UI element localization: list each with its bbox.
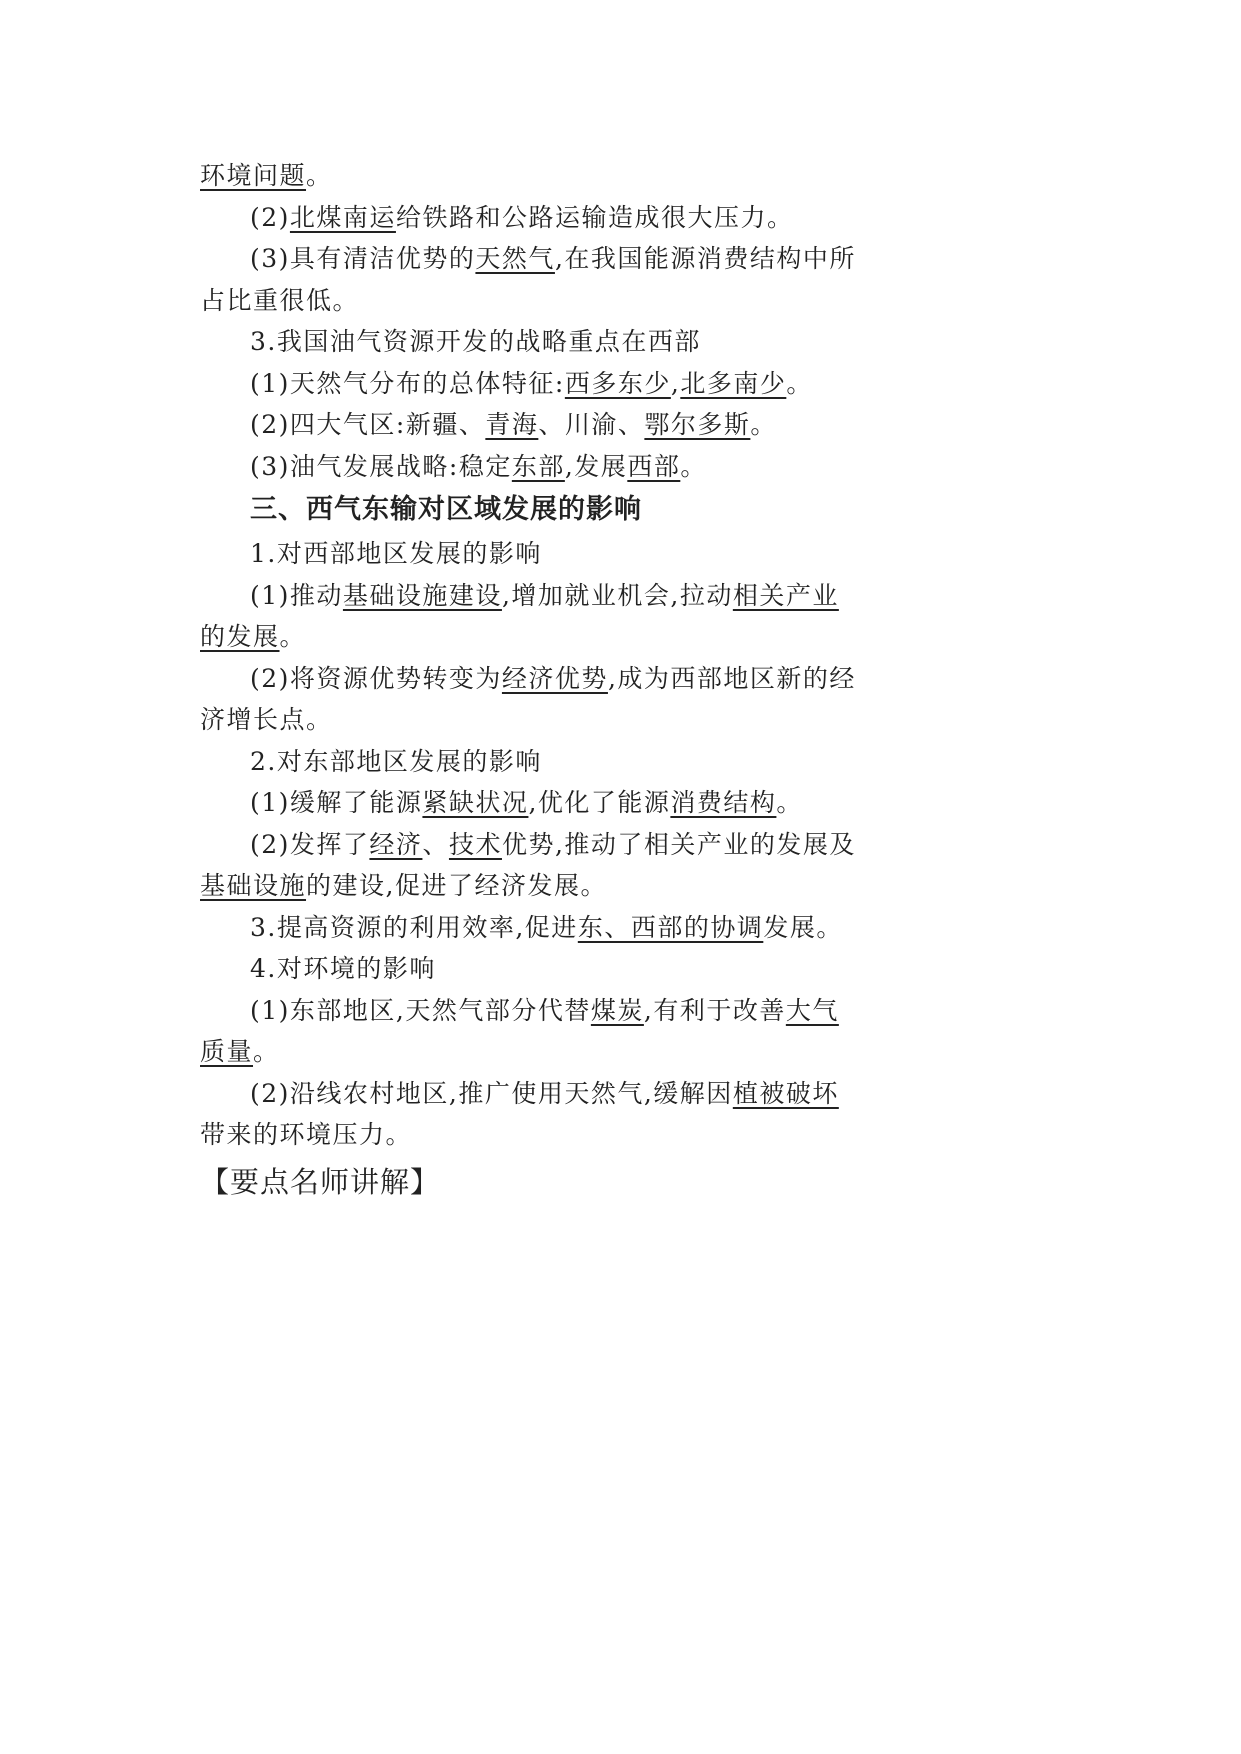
text-segment: (1)东部地区,天然气部分代替	[250, 995, 591, 1025]
text-segment: (1)天然气分布的总体特征:	[250, 368, 565, 398]
text-line	[200, 699, 880, 741]
underlined-answer: 植被破坏	[732, 1078, 839, 1108]
underlined-answer: 西部	[627, 451, 681, 481]
text-segment: 占比重很低。	[200, 285, 360, 315]
text-segment: (2)将资源优势转变为	[250, 663, 502, 693]
text-segment: 。	[306, 161, 333, 190]
text-line	[200, 533, 880, 575]
text-segment: 。	[776, 788, 803, 817]
text-segment: 。	[253, 1037, 280, 1066]
underlined-answer: 鄂尔多斯	[644, 410, 751, 439]
text-segment: (2)	[250, 202, 290, 232]
text-segment: 3.我国油气资源开发的战略重点在西部	[250, 327, 701, 356]
text-segment: 带来的环境压力。	[200, 1120, 413, 1149]
underlined-answer: 北煤南运	[289, 202, 396, 232]
text-line	[200, 197, 880, 239]
text-segment: (2)四大气区:新疆、	[250, 410, 486, 439]
text-line	[200, 575, 880, 617]
text-segment: 。	[786, 368, 813, 398]
underlined-answer: 环境问题	[200, 161, 307, 190]
text-segment: 4.对环境的影响	[250, 954, 436, 983]
text-segment: (2)发挥了	[250, 829, 370, 859]
text-segment: 优势,推动了相关产业的发展及	[501, 829, 856, 859]
text-segment: 3.提高资源的利用效率,促进	[250, 912, 578, 942]
underlined-answer: 经济	[369, 829, 423, 859]
text-segment: ,有利于改善	[643, 995, 786, 1025]
text-segment: ,优化了能源	[528, 788, 671, 817]
underlined-answer: 消费结构	[670, 788, 777, 817]
text-segment: ,在我国能源消费结构中所	[554, 244, 856, 273]
underlined-answer: 东、西部的协调	[577, 912, 764, 942]
text-segment: 给铁路和公路运输造成很大压力。	[395, 202, 794, 232]
text-segment: ,成为西部地区新的经	[607, 663, 856, 693]
text-line	[200, 321, 880, 363]
text-line	[200, 782, 880, 824]
text-line	[200, 363, 880, 405]
text-line	[200, 280, 880, 322]
text-line	[200, 238, 880, 280]
text-segment: ,发展	[564, 451, 628, 481]
text-segment: 济增长点。	[200, 705, 333, 734]
text-segment: 1.对西部地区发展的影响	[250, 539, 542, 568]
text-segment: 。	[750, 410, 777, 439]
text-line	[200, 907, 880, 949]
section-heading	[200, 487, 880, 533]
text-segment: (1)推动	[250, 580, 343, 610]
text-segment: 发展。	[763, 912, 843, 942]
document-body	[200, 155, 880, 1156]
underlined-answer: 的发展	[200, 622, 280, 651]
text-line	[200, 446, 880, 488]
text-line	[200, 1031, 880, 1073]
text-segment: (3)油气发展战略:稳定	[250, 451, 512, 481]
text-segment: (1)缓解了能源	[250, 788, 423, 817]
underlined-answer: 技术	[448, 829, 502, 859]
underlined-answer: 基础设施	[200, 871, 307, 900]
text-segment: 。	[279, 622, 307, 651]
underlined-answer: 西多东少	[564, 368, 671, 398]
underlined-answer: 大气	[785, 995, 839, 1025]
text-segment: 。	[680, 451, 707, 481]
section-title: 【要点名师讲解】	[200, 1165, 441, 1199]
text-segment: 的建设,促进了经济发展。	[306, 871, 607, 900]
underlined-answer: 青海	[485, 410, 539, 439]
underlined-answer: 经济优势	[501, 663, 608, 693]
text-line	[200, 404, 880, 446]
underlined-answer: 煤炭	[590, 995, 644, 1025]
text-line	[200, 155, 880, 197]
underlined-answer: 天然气	[475, 244, 555, 273]
underlined-answer: 紧缺状况	[422, 788, 529, 817]
text-segment: 2.对东部地区发展的影响	[250, 746, 542, 776]
underlined-answer: 东部	[511, 451, 565, 481]
text-line	[200, 824, 880, 866]
underlined-answer: 质量	[200, 1037, 254, 1066]
text-segment: ,增加就业机会,拉动	[501, 580, 733, 610]
underlined-answer: 基础设施建设	[342, 580, 502, 610]
text-line	[200, 865, 880, 907]
text-line	[200, 616, 880, 658]
text-segment: 、	[422, 829, 449, 859]
text-line	[200, 741, 880, 783]
text-line	[200, 990, 880, 1032]
text-line	[200, 1073, 880, 1115]
underlined-answer: 北多南少	[680, 368, 787, 398]
text-line	[200, 1114, 880, 1156]
text-segment: (2)沿线农村地区,推广使用天然气,缓解因	[250, 1078, 733, 1108]
text-segment: 、川渝、	[538, 410, 645, 439]
text-segment: 三、西气东输对区域发展的影响	[250, 494, 642, 525]
text-line	[200, 948, 880, 990]
underlined-answer: 相关产业	[732, 580, 839, 610]
text-segment: (3)具有清洁优势的	[250, 244, 476, 273]
text-line	[200, 658, 880, 700]
text-segment: ,	[670, 368, 681, 398]
